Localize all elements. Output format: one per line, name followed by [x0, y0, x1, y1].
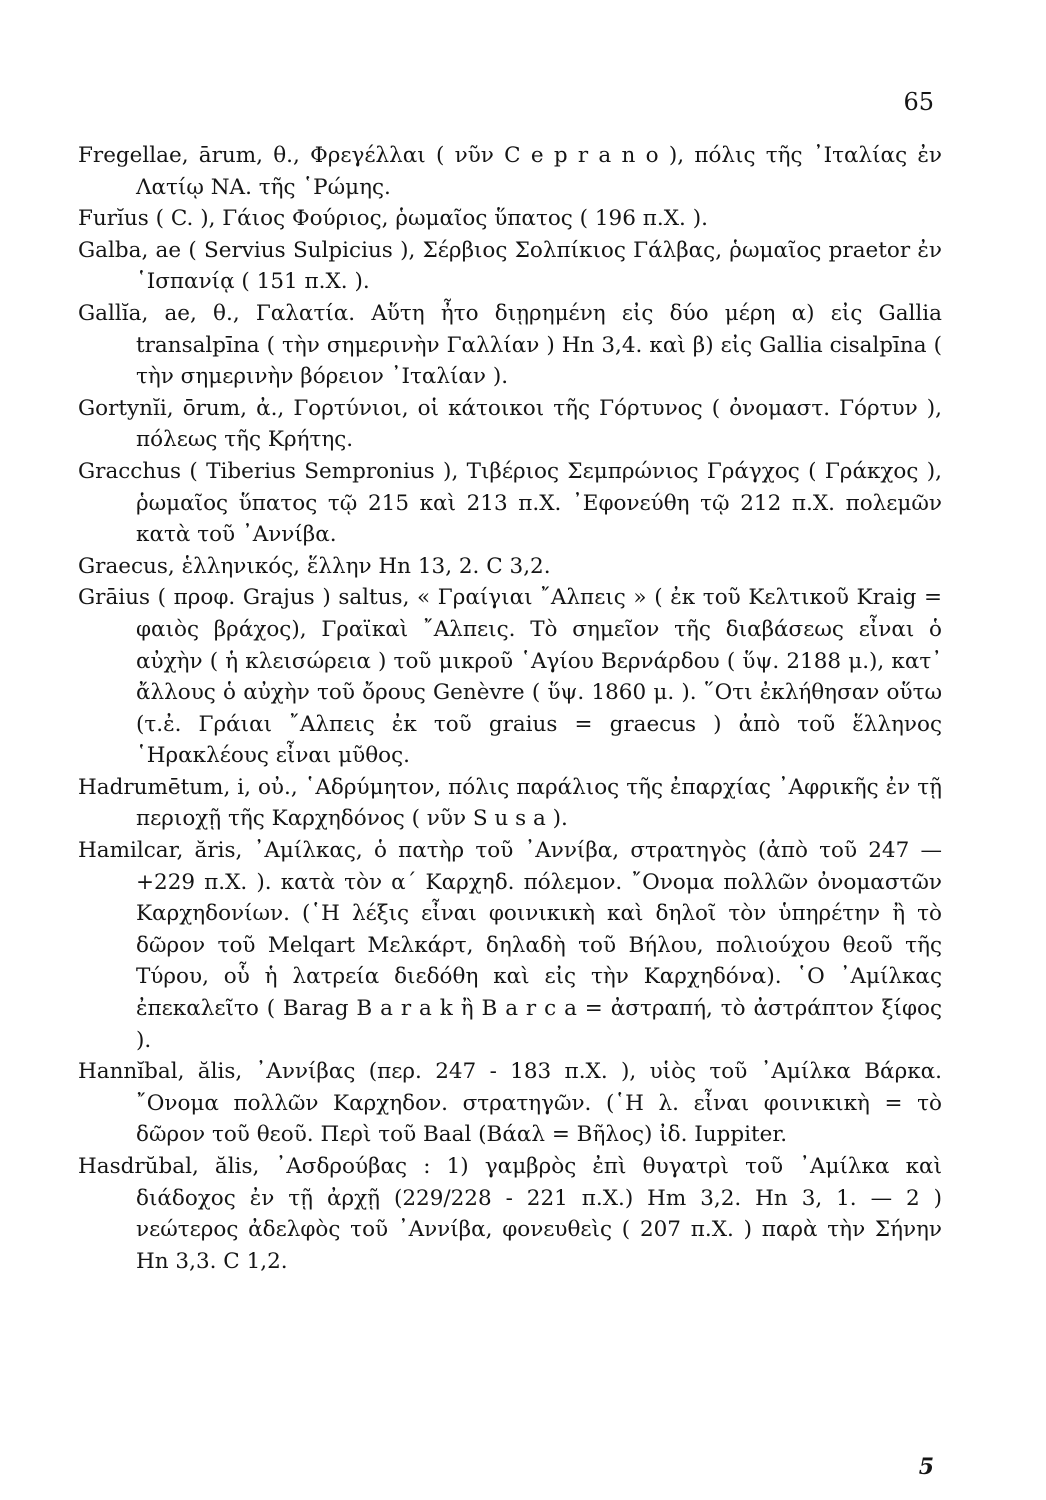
dictionary-entries	[78, 140, 942, 1277]
page-number: 65	[903, 88, 934, 116]
entry-hamilcar: Hamilcar, ăris, ᾿Αμίλκας, ὁ πατὴρ τοῦ ᾿Αννίβα, στρατηγὸς (ἀπὸ τοῦ 247 —+229 π.Χ. ). κατὰ τὸν α΄ Καρχηδ. πόλεμον. ῎Ονομα πολλῶν ὀνομαστῶν Καρχηδονίων. (῾Η λέξις εἶναι φοινικικὴ καὶ δηλοῖ τὸν ὑπηρέτην ἢ τὸ δῶρον τοῦ Melqart Μελκάρτ, δηλαδὴ τοῦ Βήλου, πολιούχου θεοῦ τῆς Τύρου, οὗ ἡ λατρεία διεδόθη καὶ εἰς τὴν Καρχηδόνα). ῾Ο ᾿Αμίλκας ἐπεκαλεῖτο ( Barag B a r a k ἢ B a r c a = ἀστραπή, τὸ ἀστράπτον ξίφος ).	[78, 838, 942, 1053]
entry-graecus: Graecus, ἑλληνικός, ἕλλην Hn 13, 2. C 3,2.	[78, 553, 551, 579]
entry-gracchus: Gracchus ( Tiberius Sempronius ), Τιβέριος Σεμπρώνιος Γράγχος ( Γράκχος ), ῥωμαῖος ὕπατος τῷ 215 καὶ 213 π.Χ. ᾿Εφονεύθη τῷ 212 π.Χ. πολεμῶν κατὰ τοῦ ᾿Αννίβα.	[78, 458, 942, 548]
entry-gortynii: Gortynĭi, ōrum, ἀ., Γορτύνιοι, οἱ κάτοικοι τῆς Γόρτυνος ( ὀνομαστ. Γόρτυν ), πόλεως τῆς Κρήτης.	[78, 395, 942, 453]
entry-galba: Galba, ae ( Servius Sulpicius ), Σέρβιος Σολπίκιος Γάλβας, ῥωμαῖος praetor ἐν ῾Ισπανίᾳ ( 151 π.Χ. ).	[78, 237, 942, 295]
signature-mark: 5	[918, 1454, 934, 1480]
entry-hadrumetum: Hadrumētum, i, οὐ., ῾Αδρύμητον, πόλις παράλιος τῆς ἐπαρχίας ᾿Αφρικῆς ἐν τῇ περιοχῇ τῆς Καρχηδόνος ( νῦν S u s a ).	[78, 774, 942, 832]
entry-gallia: Gallĭa, ae, θ., Γαλατία. Αὕτη ἦτο διῃρημένη εἰς δύο μέρη α) εἰς Gallia transalpīna ( τὴν σημερινὴν Γαλλίαν ) Hn 3,4. καὶ β) εἰς Gallia cisalpīna ( τὴν σημερινὴν βόρειον ᾿Ιταλίαν ).	[78, 300, 942, 390]
entry-furius: Furĭus ( C. ), Γάιος Φούριος, ῥωμαῖος ὕπατος ( 196 π.Χ. ).	[78, 206, 708, 232]
entry-hasdrubal: Hasdrŭbal, ălis, ᾿Ασδρούβας : 1) γαμβρὸς ἐπὶ θυγατρὶ τοῦ ᾿Αμίλκα καὶ διάδοχος ἐν τῇ ἀρχῇ (229/228 - 221 π.Χ.) Hm 3,2. Hn 3, 1. — 2 ) νεώτερος ἀδελφὸς τοῦ ᾿Αννίβα, φονευθεὶς ( 207 π.Χ. ) παρὰ τὴν Σήνην Hn 3,3. C 1,2.	[78, 1154, 942, 1274]
entry-graius: Grāius ( προφ. Grajus ) saltus, « Γραίγιαι ῎Αλπεις » ( ἐκ τοῦ Κελτικοῦ Kraig = φαιὸς βράχος), Γραϊκαὶ ῎Αλπεις. Τὸ σημεῖον τῆς διαβάσεως εἶναι ὁ αὐχὴν ( ἡ κλεισώρεια ) τοῦ μικροῦ ῾Αγίου Βερνάρδου ( ὕψ. 2188 μ.), κατ᾿ ἄλλους ὁ αὐχὴν τοῦ ὄρους Genèvre ( ὕψ. 1860 μ. ). ῞Οτι ἐκλήθησαν οὕτω (τ.ἐ. Γράιαι ῎Αλπεις ἐκ τοῦ graius = graecus ) ἀπὸ τοῦ ἕλληνος ῾Ηρακλέους εἶναι μῦθος.	[78, 585, 942, 769]
entry-hannibal: Hannĭbal, ălis, ᾿Αννίβας (περ. 247 - 183 π.Χ. ), υἱὸς τοῦ ᾿Αμίλκα Βάρκα. ῎Ονομα πολλῶν Καρχηδον. στρατηγῶν. (῾Η λ. εἶναι φοινικικὴ = τὸ δῶρον τοῦ θεοῦ. Περὶ τοῦ Baal (Βάαλ = Βῆλος) ἰδ. Iuppiter.	[78, 1059, 942, 1148]
entry-fregellae: Fregellae, ārum, θ., Φρεγέλλαι ( νῦν C e p r a n o ), πόλις τῆς ᾿Ιταλίας ἐν Λατίῳ ΝΑ. τῆς ῾Ρώμης.	[78, 143, 942, 200]
